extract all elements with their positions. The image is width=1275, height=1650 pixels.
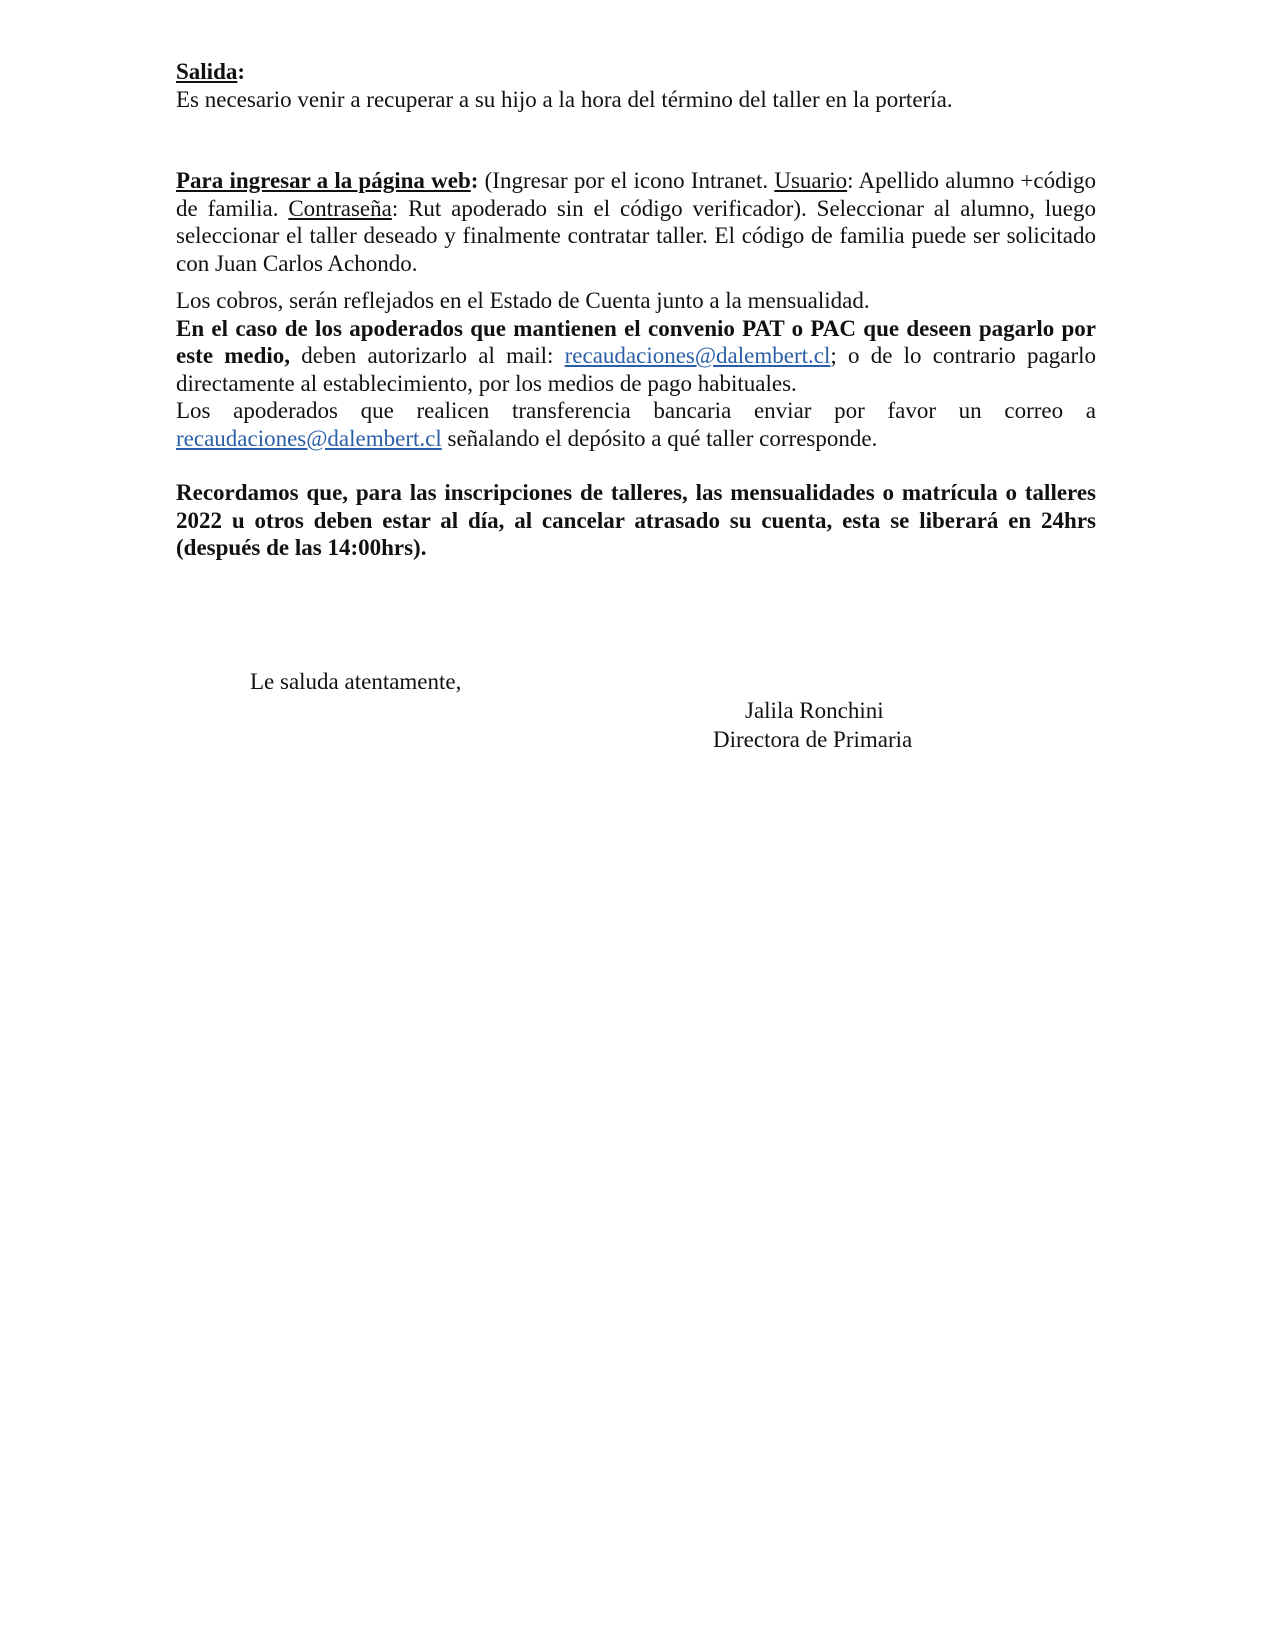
web-access-heading: Para ingresar a la página web (176, 168, 471, 193)
closing-greeting: Le saluda atentamente, (250, 669, 462, 694)
usuario-label: Usuario (774, 168, 848, 193)
contrasena-label: Contraseña (288, 195, 392, 221)
email-link-transfer[interactable]: recaudaciones@dalembert.cl (176, 425, 442, 451)
transfer-paragraph (176, 397, 1096, 452)
web-access-intro: (Ingresar por el icono Intranet. (478, 168, 775, 193)
signature-name: Jalila Ronchini (745, 698, 884, 723)
usuario-text: : Apellido alumno +código de familia. (176, 168, 1096, 221)
contrasena-text: : Rut apoderado sin el código verificador). Seleccionar al alumno, luego seleccionar el taller deseado y finalmente contratar taller. El código de familia puede ser solicitado con Juan Carlos Achondo. (176, 195, 1096, 276)
pat-pac-text-2: ; o de lo contrario pagarlo directamente al establecimiento, por los medios de pago habituales. (176, 343, 1096, 396)
transfer-text-1: Los apoderados que realicen transferencia bancaria enviar por favor un correo a (176, 398, 1096, 423)
document-body (176, 58, 1096, 562)
cobros-line: Los cobros, serán reflejados en el Estado de Cuenta junto a la mensualidad. (176, 288, 870, 313)
pat-pac-text-1: deben autorizarlo al mail: (290, 343, 565, 368)
recordatorio-paragraph: Recordamos que, para las inscripciones de talleres, las mensualidades o matrícula o talleres 2022 u otros deben estar al día, al cancelar atrasado su cuenta, esta se liberará en 24hrs (después de las 14:00hrs). (176, 480, 1096, 560)
signature-role: Directora de Primaria (713, 727, 913, 752)
transfer-text-2: señalando el depósito a qué taller corresponde. (441, 425, 878, 451)
salida-paragraph: Es necesario venir a recuperar a su hijo a la hora del término del taller en la portería. (176, 86, 953, 112)
salida-colon: : (237, 59, 246, 84)
web-access-paragraph (176, 167, 1096, 277)
salida-heading-line (176, 58, 1096, 86)
salida-heading: Salida (176, 59, 238, 84)
web-access-colon: : (470, 168, 479, 193)
pat-pac-bold-text: En el caso de los apoderados que mantienen el convenio PAT o PAC que deseen pagarlo por este medio, (176, 315, 1096, 368)
email-link-pat[interactable]: recaudaciones@dalembert.cl (564, 343, 831, 368)
pat-pac-paragraph (176, 315, 1096, 398)
